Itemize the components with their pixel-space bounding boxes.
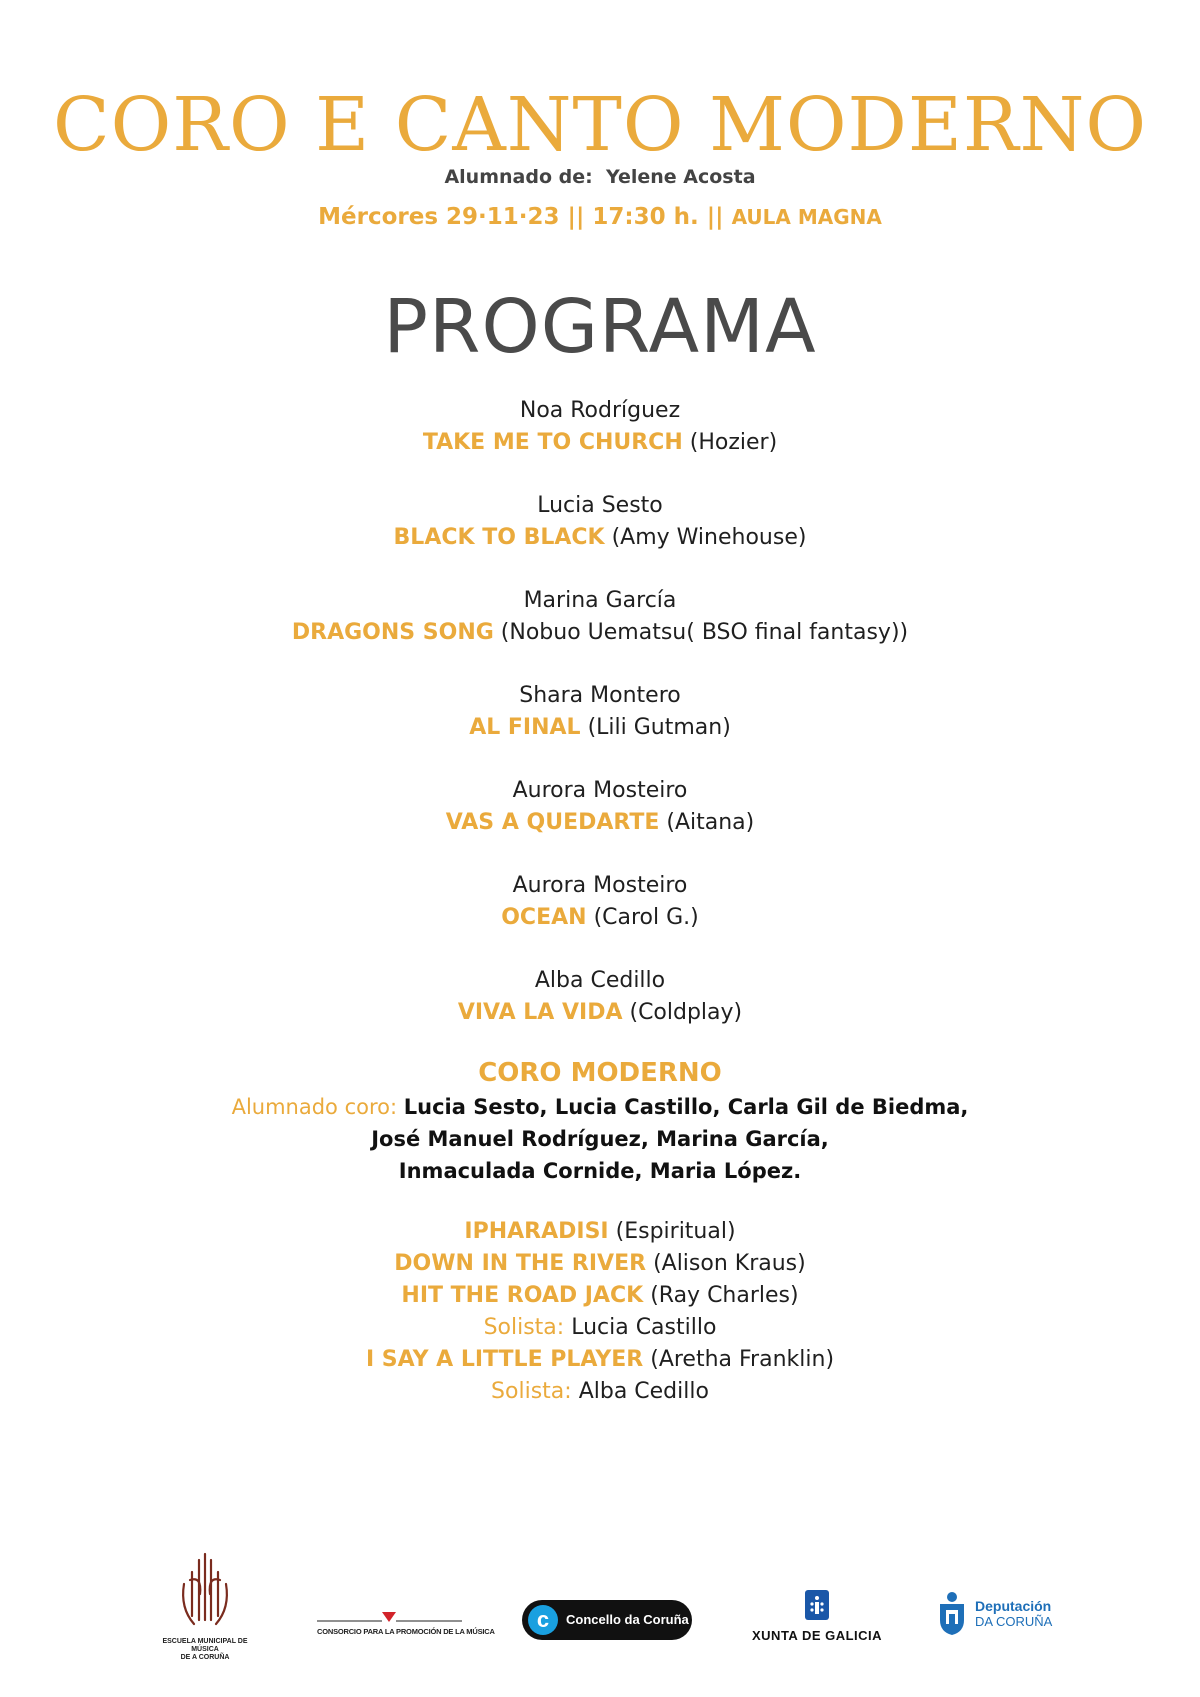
song-title: I SAY A LITTLE PLAYER: [365, 1347, 644, 1372]
xunta-name: XUNTA DE GALICIA: [752, 1628, 883, 1643]
piece: [0, 522, 1200, 554]
piece: [0, 902, 1200, 934]
song-title: BLACK TO BLACK: [393, 525, 605, 550]
performer-name: Noa Rodríguez: [519, 398, 681, 423]
deputacion-logo: [935, 1590, 1065, 1640]
consorcio-logo: [317, 1608, 495, 1638]
performer-name: Alba Cedillo: [534, 968, 666, 993]
song-title: OCEAN: [501, 905, 587, 930]
song-artist: (Aitana): [666, 810, 755, 835]
members-line: Lucia Sesto, Lucia Castillo, Carla Gil de Biedma,: [403, 1095, 969, 1119]
program-item: [0, 680, 1200, 775]
piece: [0, 427, 1200, 459]
choir-members: [0, 1091, 1200, 1187]
program-list: [0, 395, 1200, 1060]
song-artist: (Coldplay): [629, 1000, 743, 1025]
performer-name: Aurora Mosteiro: [512, 873, 688, 898]
program-item: [0, 395, 1200, 490]
song-title: TAKE ME TO CHURCH: [422, 430, 683, 455]
song-artist: (Alison Kraus): [653, 1251, 806, 1276]
program-item: [0, 870, 1200, 965]
song-title: HIT THE ROAD JACK: [401, 1283, 644, 1308]
deputacion-name: Deputación: [975, 1598, 1052, 1614]
song-title: AL FINAL: [469, 715, 581, 740]
concello-logo: [522, 1600, 692, 1640]
song-title: DOWN IN THE RIVER: [394, 1251, 647, 1276]
sponsor-logos: [0, 1550, 1200, 1660]
programa-heading: PROGRAMA: [383, 284, 817, 370]
soloist-label: Solista:: [483, 1315, 565, 1340]
song-artist: (Hozier): [689, 430, 778, 455]
piece: [0, 617, 1200, 649]
program-item: [0, 965, 1200, 1060]
song-artist: (Aretha Franklin): [650, 1347, 835, 1372]
galicia-shield-icon: [803, 1588, 831, 1622]
program-item: [0, 775, 1200, 870]
program-item: [0, 585, 1200, 680]
members-line: José Manuel Rodríguez, Marina García,: [371, 1127, 829, 1151]
choir-songs: [0, 1216, 1200, 1408]
piece: [0, 997, 1200, 1029]
escuela-name: ESCUELA MUNICIPAL DE MÚSICA: [162, 1638, 248, 1653]
song-title: DRAGONS SONG: [291, 620, 494, 645]
soloist-line: [0, 1312, 1200, 1344]
teacher-line: [0, 166, 1200, 188]
consorcio-name: CONSORCIO PARA LA PROMOCIÓN DE LA MÚSICA: [317, 1627, 495, 1636]
event-venue: AULA MAGNA: [731, 205, 882, 229]
song-title: VAS A QUEDARTE: [445, 810, 660, 835]
soloist-name: Alba Cedillo: [578, 1379, 709, 1404]
event-date: Mércores 29·11·23: [318, 204, 560, 230]
song-title: VIVA LA VIDA: [457, 1000, 623, 1025]
soloist-line: [0, 1376, 1200, 1408]
teacher-label: Alumnado de:: [444, 166, 593, 188]
choir-song: [0, 1280, 1200, 1312]
performer-name: Marina García: [523, 588, 677, 613]
song-title: IPHARADISI: [464, 1219, 609, 1244]
page-title: CORO E CANTO MODERNO: [52, 82, 1147, 168]
escuela-city: DE A CORUÑA: [180, 1654, 230, 1661]
event-info: [0, 204, 1200, 230]
choir-song: [0, 1344, 1200, 1376]
event-time: 17:30 h.: [592, 204, 699, 230]
performer-name: Shara Montero: [519, 683, 681, 708]
performer-name: Lucia Sesto: [537, 493, 663, 518]
choir-title: CORO MODERNO: [478, 1058, 722, 1088]
hand-organ-icon: [150, 1550, 260, 1634]
song-artist: (Ray Charles): [650, 1283, 799, 1308]
concello-name: Concello da Coruña: [566, 1612, 689, 1627]
performer-name: Aurora Mosteiro: [512, 778, 688, 803]
concello-c-icon: c: [528, 1605, 558, 1635]
choir-song: [0, 1216, 1200, 1248]
song-artist: (Amy Winehouse): [611, 525, 807, 550]
program-item: [0, 490, 1200, 585]
xunta-logo: [752, 1588, 882, 1648]
members-label: Alumnado coro:: [231, 1095, 398, 1119]
deputacion-city: DA CORUÑA: [975, 1614, 1053, 1629]
choir-section: [0, 1055, 1200, 1187]
choir-song: [0, 1248, 1200, 1280]
soloist-label: Solista:: [491, 1379, 572, 1404]
piece: [0, 712, 1200, 744]
members-line: Inmaculada Cornide, Maria López.: [398, 1159, 802, 1183]
consorcio-mark-icon: [317, 1609, 467, 1623]
escuela-logo: [150, 1550, 260, 1660]
piece: [0, 807, 1200, 839]
song-artist: (Espiritual): [615, 1219, 736, 1244]
song-artist: (Carol G.): [593, 905, 699, 930]
soloist-name: Lucia Castillo: [571, 1315, 717, 1340]
separator: ||: [567, 204, 585, 230]
separator: ||: [706, 204, 724, 230]
teacher-name: Yelene Acosta: [605, 166, 756, 188]
deputacion-crest-icon: [935, 1590, 969, 1636]
song-artist: (Lili Gutman): [587, 715, 731, 740]
song-artist: (Nobuo Uematsu( BSO final fantasy)): [500, 620, 909, 645]
